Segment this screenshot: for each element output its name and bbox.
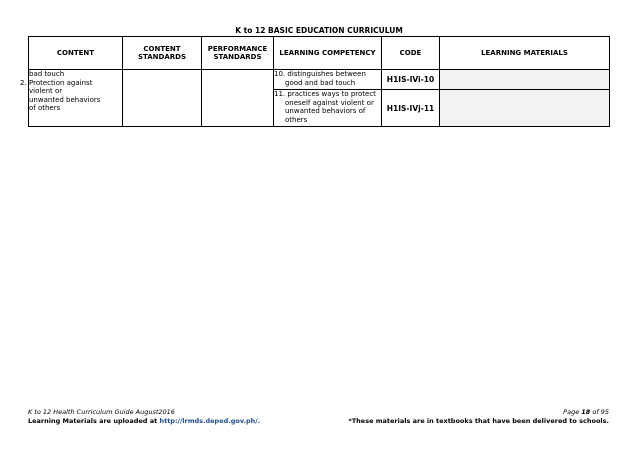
competency-cell [274, 70, 382, 90]
header-learning-competency: LEARNING COMPETENCY [274, 37, 382, 70]
footer-uploaded-prefix: Learning Materials are uploaded at [28, 417, 160, 425]
header-content-standards-line1: CONTENT [143, 45, 181, 53]
header-content-standards [123, 37, 202, 70]
table-row [29, 70, 610, 90]
competency-line: unwanted behaviors of [285, 107, 366, 116]
content-standards-cell [123, 70, 202, 127]
table-header-row [29, 37, 610, 70]
content-line: unwanted behaviors [29, 95, 101, 104]
header-performance-standards-line1: PERFORMANCE [207, 45, 268, 53]
content-line: of others [29, 104, 61, 113]
footer-left [28, 408, 260, 426]
footer-page [348, 408, 609, 417]
content-line: 2. Protection against [20, 78, 93, 87]
page-prefix: Page [563, 408, 582, 416]
competency-line: oneself against violent or [285, 98, 374, 107]
content-cell [20, 70, 123, 127]
competency-line: distinguishes between [287, 70, 366, 78]
competency-number: 10. [274, 70, 286, 78]
competency-line: good and bad touch [285, 78, 356, 87]
header-learning-materials: LEARNING MATERIALS [440, 37, 610, 70]
footer-note: *These materials are in textbooks that have been delivered to schools. [348, 417, 609, 425]
footer-right [348, 408, 609, 426]
page-suffix: of 95 [590, 408, 609, 416]
footer-guide: K to 12 Health Curriculum Guide August2016 [28, 408, 175, 416]
code-cell: H1IS-IVi-10 [382, 70, 440, 90]
header-performance-standards [202, 37, 274, 70]
header-content-standards-line2: STANDARDS [137, 53, 187, 61]
competency-line: practices ways to protect [287, 90, 376, 98]
competency-cell [274, 90, 382, 127]
competency-number: 11. [274, 90, 286, 98]
performance-standards-cell [202, 70, 274, 127]
footer-uploaded [28, 417, 260, 426]
learning-materials-cell [440, 90, 610, 127]
header-code: CODE [382, 37, 440, 70]
header-content: CONTENT [29, 37, 123, 70]
page-title: K to 12 BASIC EDUCATION CURRICULUM [235, 26, 403, 35]
learning-materials-cell [440, 70, 610, 90]
curriculum-table [20, 36, 610, 127]
lrmds-link[interactable]: http://lrmds.deped.gov.ph/. [159, 417, 261, 425]
content-line: violent or [29, 87, 63, 96]
content-line: bad touch [29, 70, 65, 78]
code-cell: H1IS-IVj-11 [382, 90, 440, 127]
content-line-text: Protection against [29, 78, 93, 87]
page-number: 18 [581, 408, 591, 416]
header-performance-standards-line2: STANDARDS [213, 53, 262, 61]
competency-line: others [285, 115, 308, 124]
